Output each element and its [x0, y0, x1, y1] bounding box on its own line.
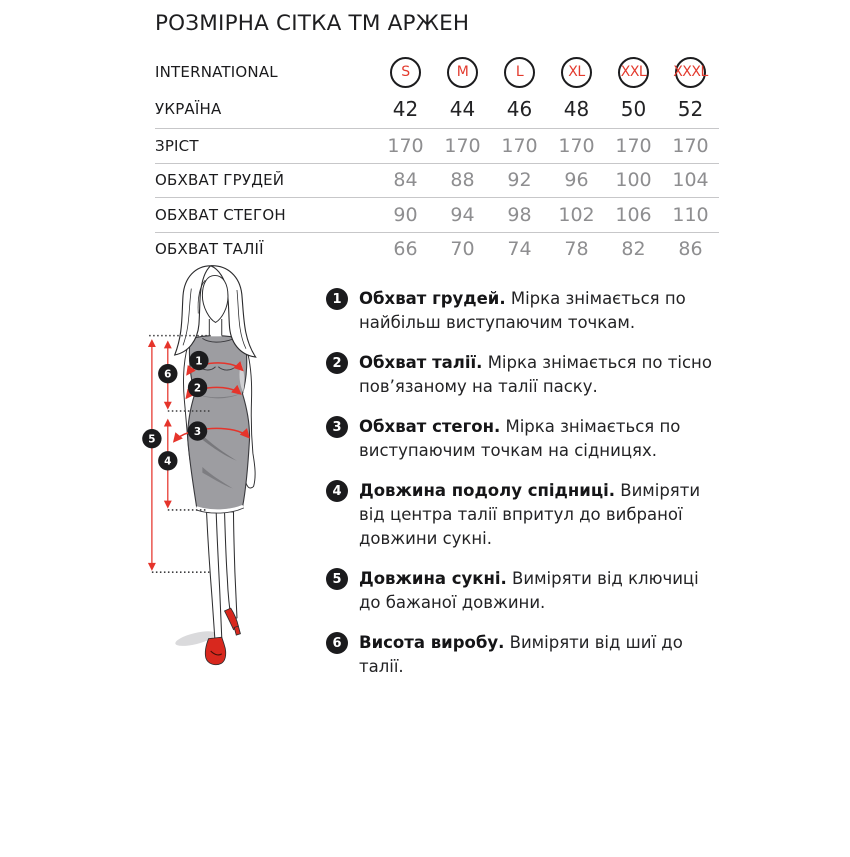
- note-text: Виміряти від ключиці до бажаної довжини.: [359, 569, 699, 612]
- ukraine-size: 42: [392, 96, 419, 121]
- cell-value: 104: [672, 169, 709, 192]
- note-number-badge: 5: [326, 568, 348, 590]
- ukraine-size: 44: [449, 96, 476, 121]
- note-item-5: [326, 567, 730, 615]
- cell-value: 170: [615, 134, 652, 157]
- note-number-badge: 6: [326, 632, 348, 654]
- cell-value: 110: [672, 203, 709, 226]
- cell-value: 96: [564, 169, 589, 192]
- figure-marker-2: 2: [193, 382, 202, 395]
- cell-value: 70: [450, 238, 475, 261]
- figure-marker-4: 4: [164, 455, 172, 468]
- cell-value: 170: [444, 134, 481, 157]
- note-number-badge: 1: [326, 288, 348, 310]
- cell-value: 82: [621, 238, 646, 261]
- cell-value: 106: [615, 203, 652, 226]
- note-number-badge: 2: [326, 352, 348, 374]
- size-badge-xxl: XXL: [618, 57, 649, 88]
- cell-value: 84: [393, 169, 418, 192]
- note-number-badge: 4: [326, 480, 348, 502]
- note-text: Мірка знімається по виступаючим точкам на сідницях.: [359, 417, 681, 460]
- table-row-hips: [155, 197, 719, 232]
- cell-value: 170: [558, 134, 595, 157]
- note-item-2: [326, 351, 730, 399]
- note-item-6: [326, 631, 730, 679]
- woman-sketch-illustration: [118, 263, 342, 853]
- row-label: ЗРІСТ: [155, 136, 199, 155]
- note-text: Мірка знімається по тісно пов’язаному на талії паску.: [359, 353, 712, 396]
- note-item-3: [326, 415, 730, 463]
- figure-marker-6: 6: [164, 368, 172, 381]
- ukraine-size: 46: [506, 96, 533, 121]
- ukraine-size: 52: [677, 96, 704, 121]
- cell-value: 94: [450, 203, 475, 226]
- note-title: Довжина подолу спідниці.: [359, 481, 615, 500]
- ukraine-label: УКРАЇНА: [155, 99, 222, 118]
- page-title: РОЗМІРНА СІТКА ТМ АРЖЕН: [155, 11, 470, 36]
- ukraine-size: 48: [563, 96, 590, 121]
- cell-value: 92: [507, 169, 532, 192]
- figure-marker-5: 5: [148, 433, 156, 446]
- note-item-4: [326, 479, 730, 551]
- cell-value: 66: [393, 238, 418, 261]
- cell-value: 100: [615, 169, 652, 192]
- cell-value: 78: [564, 238, 589, 261]
- cell-value: 88: [450, 169, 475, 192]
- note-number-badge: 3: [326, 416, 348, 438]
- note-text: Мірка знімається по найбільш виступаючим точкам.: [359, 289, 686, 332]
- size-badge-xl: XL: [561, 57, 592, 88]
- measurement-notes: [326, 287, 730, 695]
- row-label: ОБХВАТ ТАЛІЇ: [155, 240, 264, 259]
- figure-marker-1: 1: [195, 355, 203, 368]
- row-label: ОБХВАТ СТЕГОН: [155, 205, 286, 224]
- cell-value: 74: [507, 238, 532, 261]
- note-title: Обхват талії.: [359, 353, 483, 372]
- note-item-1: [326, 287, 730, 335]
- cell-value: 170: [672, 134, 709, 157]
- cell-value: 86: [678, 238, 703, 261]
- note-title: Обхват грудей.: [359, 289, 506, 308]
- measurement-figure: [118, 263, 342, 853]
- note-text: Виміряти від шиї до талії.: [359, 633, 683, 676]
- cell-value: 98: [507, 203, 532, 226]
- cell-value: 170: [387, 134, 424, 157]
- table-row-waist: [155, 232, 719, 267]
- figure-marker-3: 3: [193, 425, 202, 438]
- table-row-bust: [155, 163, 719, 198]
- size-badge-s: S: [390, 57, 421, 88]
- cell-value: 90: [393, 203, 418, 226]
- size-table: [155, 55, 719, 266]
- table-row-ukraine: [155, 89, 719, 128]
- note-title: Довжина сукні.: [359, 569, 507, 588]
- table-row-height: [155, 128, 719, 163]
- cell-value: 102: [558, 203, 595, 226]
- size-badge-m: M: [447, 57, 478, 88]
- note-title: Обхват стегон.: [359, 417, 501, 436]
- size-badge-xxxl: XXXL: [675, 57, 706, 88]
- table-row-international: [155, 55, 719, 89]
- ukraine-size: 50: [620, 96, 647, 121]
- note-text: Виміряти від центра талії впритул до вибраної довжини сукні.: [359, 481, 701, 548]
- row-label: ОБХВАТ ГРУДЕЙ: [155, 171, 285, 190]
- size-badge-l: L: [504, 57, 535, 88]
- note-title: Висота виробу.: [359, 633, 505, 652]
- cell-value: 170: [501, 134, 538, 157]
- international-label: INTERNATIONAL: [155, 63, 278, 81]
